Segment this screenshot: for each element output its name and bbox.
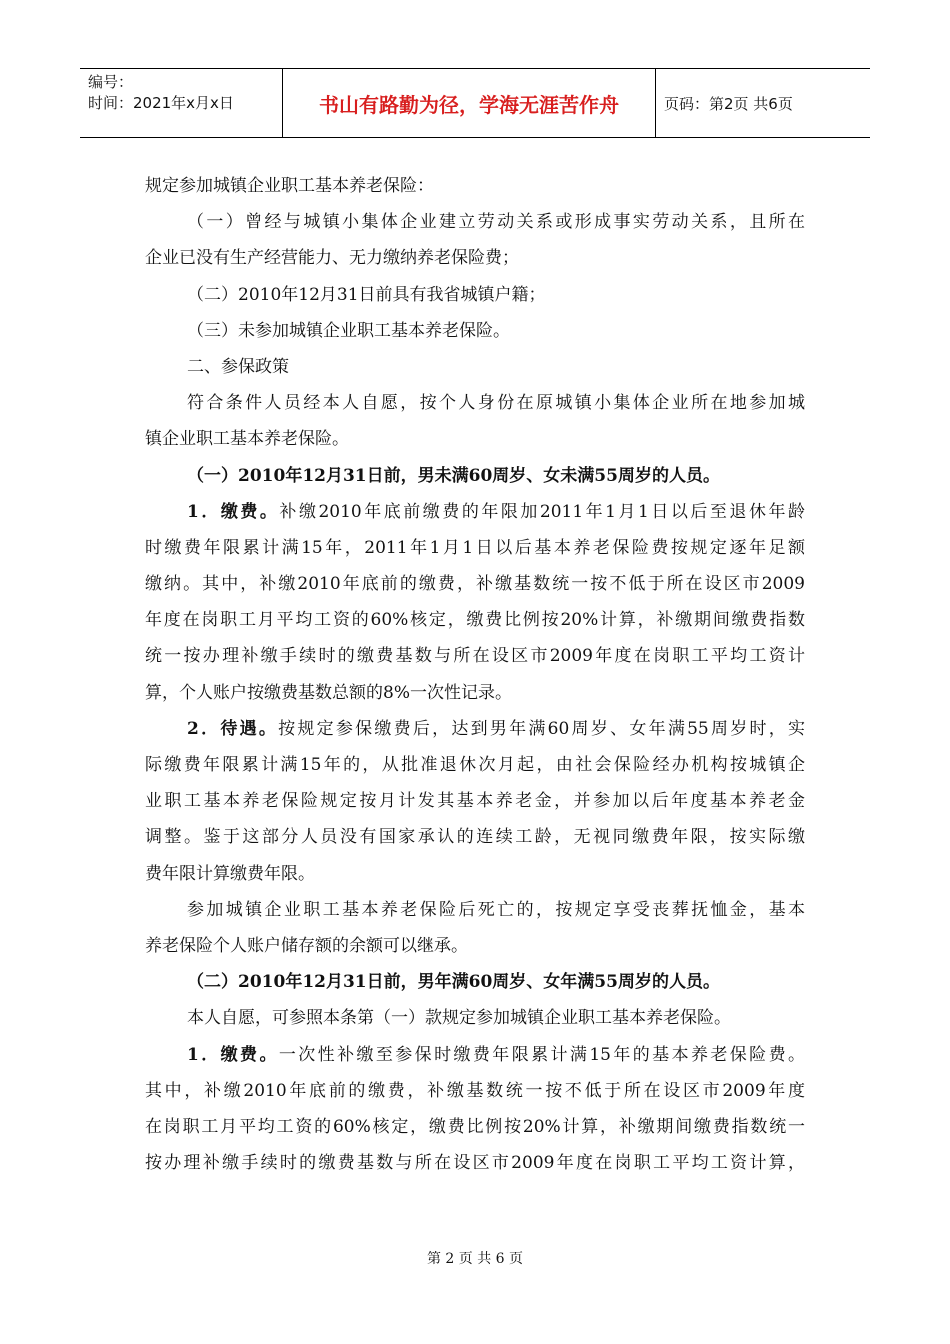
text-line (145, 856, 805, 892)
text-line (145, 819, 805, 855)
line-text: （二）2010年12月31日前具有我省城镇户籍； (187, 284, 546, 305)
line-text: 规定参加城镇企业职工基本养老保险： (145, 176, 434, 196)
header-page-info: 页码：第2页 共6页 (664, 94, 793, 113)
page-header (80, 68, 870, 138)
text-line (145, 1000, 805, 1036)
header-meta (80, 69, 283, 137)
document-time-label: 时间：2021年x月x日 (88, 94, 234, 112)
text-line (145, 458, 805, 494)
line-text: （三）未参加城镇企业职工基本养老保险。 (187, 320, 510, 341)
paragraph-lead: 1．缴费。 (187, 1044, 279, 1065)
document-number-label: 编号： (88, 73, 134, 91)
text-line (145, 711, 805, 747)
text-line (145, 892, 805, 928)
line-text: 补缴2010年底前缴费的年限加2011年1月1日以后至退休年龄 (279, 501, 805, 522)
line-text: 按办理补缴手续时的缴费基数与所在设区市2009年度在岗职工平均工资计算， (145, 1153, 805, 1174)
line-text: 时缴费年限累计满15年，2011年1月1日以后基本养老保险费按规定逐年足额 (145, 537, 805, 558)
text-line (145, 1109, 805, 1145)
page-footer: 第 2 页 共 6 页 (426, 1251, 524, 1267)
line-text: 企业已没有生产经营能力、无力缴纳养老保险费； (145, 248, 519, 269)
text-line (145, 421, 805, 457)
text-line (145, 1037, 805, 1073)
line-text: 年度在岗职工月平均工资的60%核定，缴费比例按20%计算，补缴期间缴费指数 (145, 610, 805, 631)
text-line (145, 783, 805, 819)
text-line (145, 385, 805, 421)
line-text: 本人自愿，可参照本条第（一）款规定参加城镇企业职工基本养老保险。 (187, 1008, 731, 1029)
line-text: 调整。鉴于这部分人员没有国家承认的连续工龄，无视同缴费年限，按实际缴 (145, 827, 805, 848)
text-line (145, 530, 805, 566)
line-text: （二）2010年12月31日前，男年满60周岁、女年满55周岁的人员。 (187, 972, 720, 993)
line-text: 按规定参保缴费后，达到男年满60周岁、女年满55周岁时，实 (278, 718, 805, 739)
text-line (145, 964, 805, 1000)
text-line (145, 566, 805, 602)
line-text: 符合条件人员经本人自愿，按个人身份在原城镇小集体企业所在地参加城 (187, 393, 805, 414)
text-line (145, 168, 805, 204)
line-text: 一次性补缴至参保时缴费年限累计满15年的基本养老保险费。 (278, 1044, 805, 1065)
text-line (145, 240, 805, 276)
line-text: 缴纳。其中，补缴2010年底前的缴费，补缴基数统一按不低于所在设区市2009 (145, 574, 805, 595)
text-line (145, 675, 805, 711)
line-text: 费年限计算缴费年限。 (145, 863, 315, 884)
line-text: 业职工基本养老保险规定按月计发其基本养老金，并参加以后年度基本养老金 (145, 791, 805, 812)
line-text: 统一按办理补缴手续时的缴费基数与所在设区市2009年度在岗职工平均工资计 (145, 646, 805, 667)
text-line (145, 494, 805, 530)
paragraph-lead: 1．缴费。 (187, 501, 280, 522)
text-line (145, 747, 805, 783)
text-line (145, 277, 805, 313)
text-line (145, 349, 805, 385)
text-line (145, 602, 805, 638)
header-motto: 书山有路勤为径，学海无涯苦作舟 (283, 69, 656, 137)
text-line (145, 928, 805, 964)
line-text: 在岗职工月平均工资的60%核定，缴费比例按20%计算，补缴期间缴费指数统一 (145, 1116, 805, 1137)
paragraph-lead: 2．待遇。 (187, 718, 279, 739)
line-text: 其中，补缴2010年底前的缴费，补缴基数统一按不低于所在设区市2009年度 (145, 1080, 805, 1101)
line-text: 算，个人账户按缴费基数总额的8%一次性记录。 (145, 682, 512, 703)
text-line (145, 1073, 805, 1109)
text-line (145, 1145, 805, 1181)
line-text: 参加城镇企业职工基本养老保险后死亡的，按规定享受丧葬抚恤金，基本 (187, 899, 805, 920)
line-text: 镇企业职工基本养老保险。 (145, 429, 349, 450)
line-text: 际缴费年限累计满15年的，从批准退休次月起，由社会保险经办机构按城镇企 (145, 755, 805, 775)
line-text: 养老保险个人账户储存额的余额可以继承。 (145, 935, 468, 956)
line-text: （一）2010年12月31日前，男未满60周岁、女未满55周岁的人员。 (187, 465, 720, 486)
line-text: 二、参保政策 (187, 356, 289, 377)
document-body (145, 168, 805, 1181)
line-text: （一）曾经与城镇小集体企业建立劳动关系或形成事实劳动关系，且所在 (187, 212, 805, 233)
text-line (145, 204, 805, 240)
text-line (145, 638, 805, 674)
text-line (145, 313, 805, 349)
